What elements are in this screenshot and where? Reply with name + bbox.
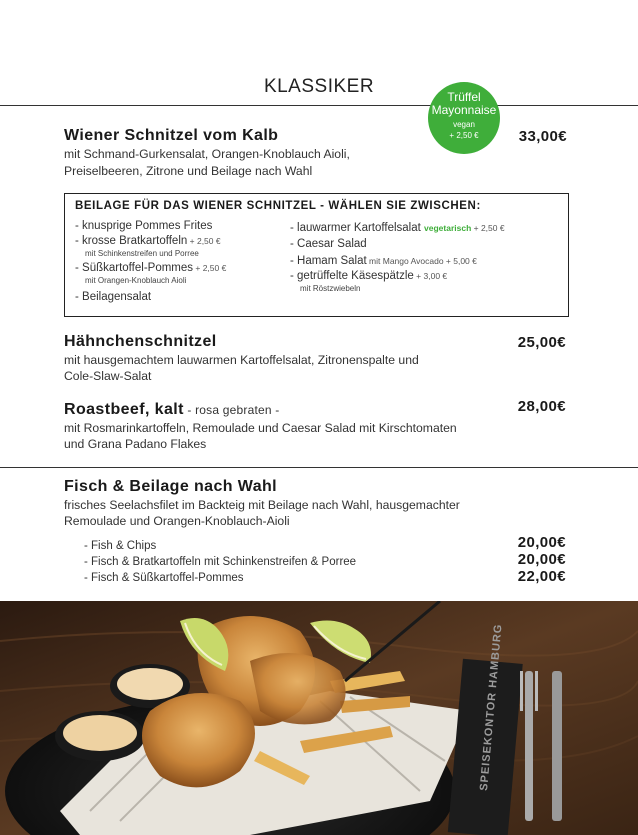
badge-line1: Trüffel bbox=[447, 90, 481, 104]
side-left-2-sub: mit Schinkenstreifen und Porree bbox=[85, 249, 199, 258]
fisch-item-2-price: 20,00€ bbox=[517, 551, 566, 568]
wiener-price: 33,00€ bbox=[518, 128, 567, 145]
section-title: KLASSIKER bbox=[263, 76, 375, 97]
fisch-name: Fisch & Beilage nach Wahl bbox=[64, 478, 278, 495]
wiener-desc-1: mit Schmand-Gurkensalat, Orangen-Knoblauch Aioli, bbox=[64, 147, 350, 161]
haehnchen-desc-2: Cole-Slaw-Salat bbox=[64, 369, 152, 383]
fisch-item-2: - Fisch & Bratkartoffeln mit Schinkenstreifen & Porree bbox=[84, 556, 357, 568]
side-right-4-sub: mit Röstzwiebeln bbox=[300, 284, 361, 293]
side-left-4: - Beilagensalat bbox=[75, 291, 152, 303]
mid-divider bbox=[0, 467, 638, 468]
badge-line3: vegan bbox=[453, 120, 475, 129]
side-left-3: - Süßkartoffel-Pommes + 2,50 € bbox=[75, 262, 227, 274]
roastbeef-price: 28,00€ bbox=[517, 398, 566, 415]
fisch-item-1: - Fish & Chips bbox=[84, 540, 157, 552]
haehnchen-price: 25,00€ bbox=[517, 334, 566, 351]
badge-line2: Mayonnaise bbox=[431, 103, 497, 117]
side-left-3-sub: mit Orangen-Knoblauch Aioli bbox=[85, 276, 187, 285]
haehnchen-name: Hähnchenschnitzel bbox=[64, 333, 217, 350]
haehnchen-desc-1: mit hausgemachtem lauwarmen Kartoffelsalat, Zitronenspalte und bbox=[64, 353, 419, 367]
sides-title: BEILAGE FÜR DAS WIENER SCHNITZEL - WÄHLEN SIE ZWISCHEN: bbox=[75, 200, 481, 212]
fisch-item-3-price: 22,00€ bbox=[517, 568, 566, 585]
roastbeef-desc-2: und Grana Padano Flakes bbox=[64, 437, 207, 451]
fisch-item-3: - Fisch & Süßkartoffel-Pommes bbox=[84, 572, 244, 584]
fish-and-chips-photo bbox=[0, 601, 638, 835]
fisch-desc-2: Remoulade und Orangen-Knoblauch-Aioli bbox=[64, 514, 290, 528]
badge-line4: + 2,50 € bbox=[449, 131, 479, 140]
side-left-2: - krosse Bratkartoffeln + 2,50 € bbox=[75, 235, 221, 247]
napkin-text: SPEISEKONTOR HAMBURG bbox=[478, 623, 505, 792]
side-right-2: - Caesar Salad bbox=[290, 238, 367, 250]
roastbeef-name: Roastbeef, kalt - rosa gebraten - bbox=[64, 401, 280, 418]
side-left-1: - knusprige Pommes Frites bbox=[75, 220, 213, 232]
side-right-1: - lauwarmer Kartoffelsalat vegetarisch + 2,50 € bbox=[290, 222, 505, 234]
fisch-item-1-price: 20,00€ bbox=[517, 534, 566, 551]
sides-box bbox=[64, 193, 569, 317]
wiener-desc-2: Preiselbeeren, Zitrone und Beilage nach Wahl bbox=[64, 164, 313, 178]
roastbeef-desc-1: mit Rosmarinkartoffeln, Remoulade und Caesar Salad mit Kirschtomaten bbox=[64, 421, 457, 435]
top-divider bbox=[0, 105, 638, 106]
side-right-4: - getrüffelte Käsespätzle + 3,00 € bbox=[290, 270, 448, 282]
fisch-desc-1: frisches Seelachsfilet im Backteig mit Beilage nach Wahl, hausgemachter bbox=[64, 498, 460, 512]
side-right-3: - Hamam Salat mit Mango Avocado + 5,00 € bbox=[290, 255, 477, 267]
wiener-name: Wiener Schnitzel vom Kalb bbox=[64, 127, 279, 144]
